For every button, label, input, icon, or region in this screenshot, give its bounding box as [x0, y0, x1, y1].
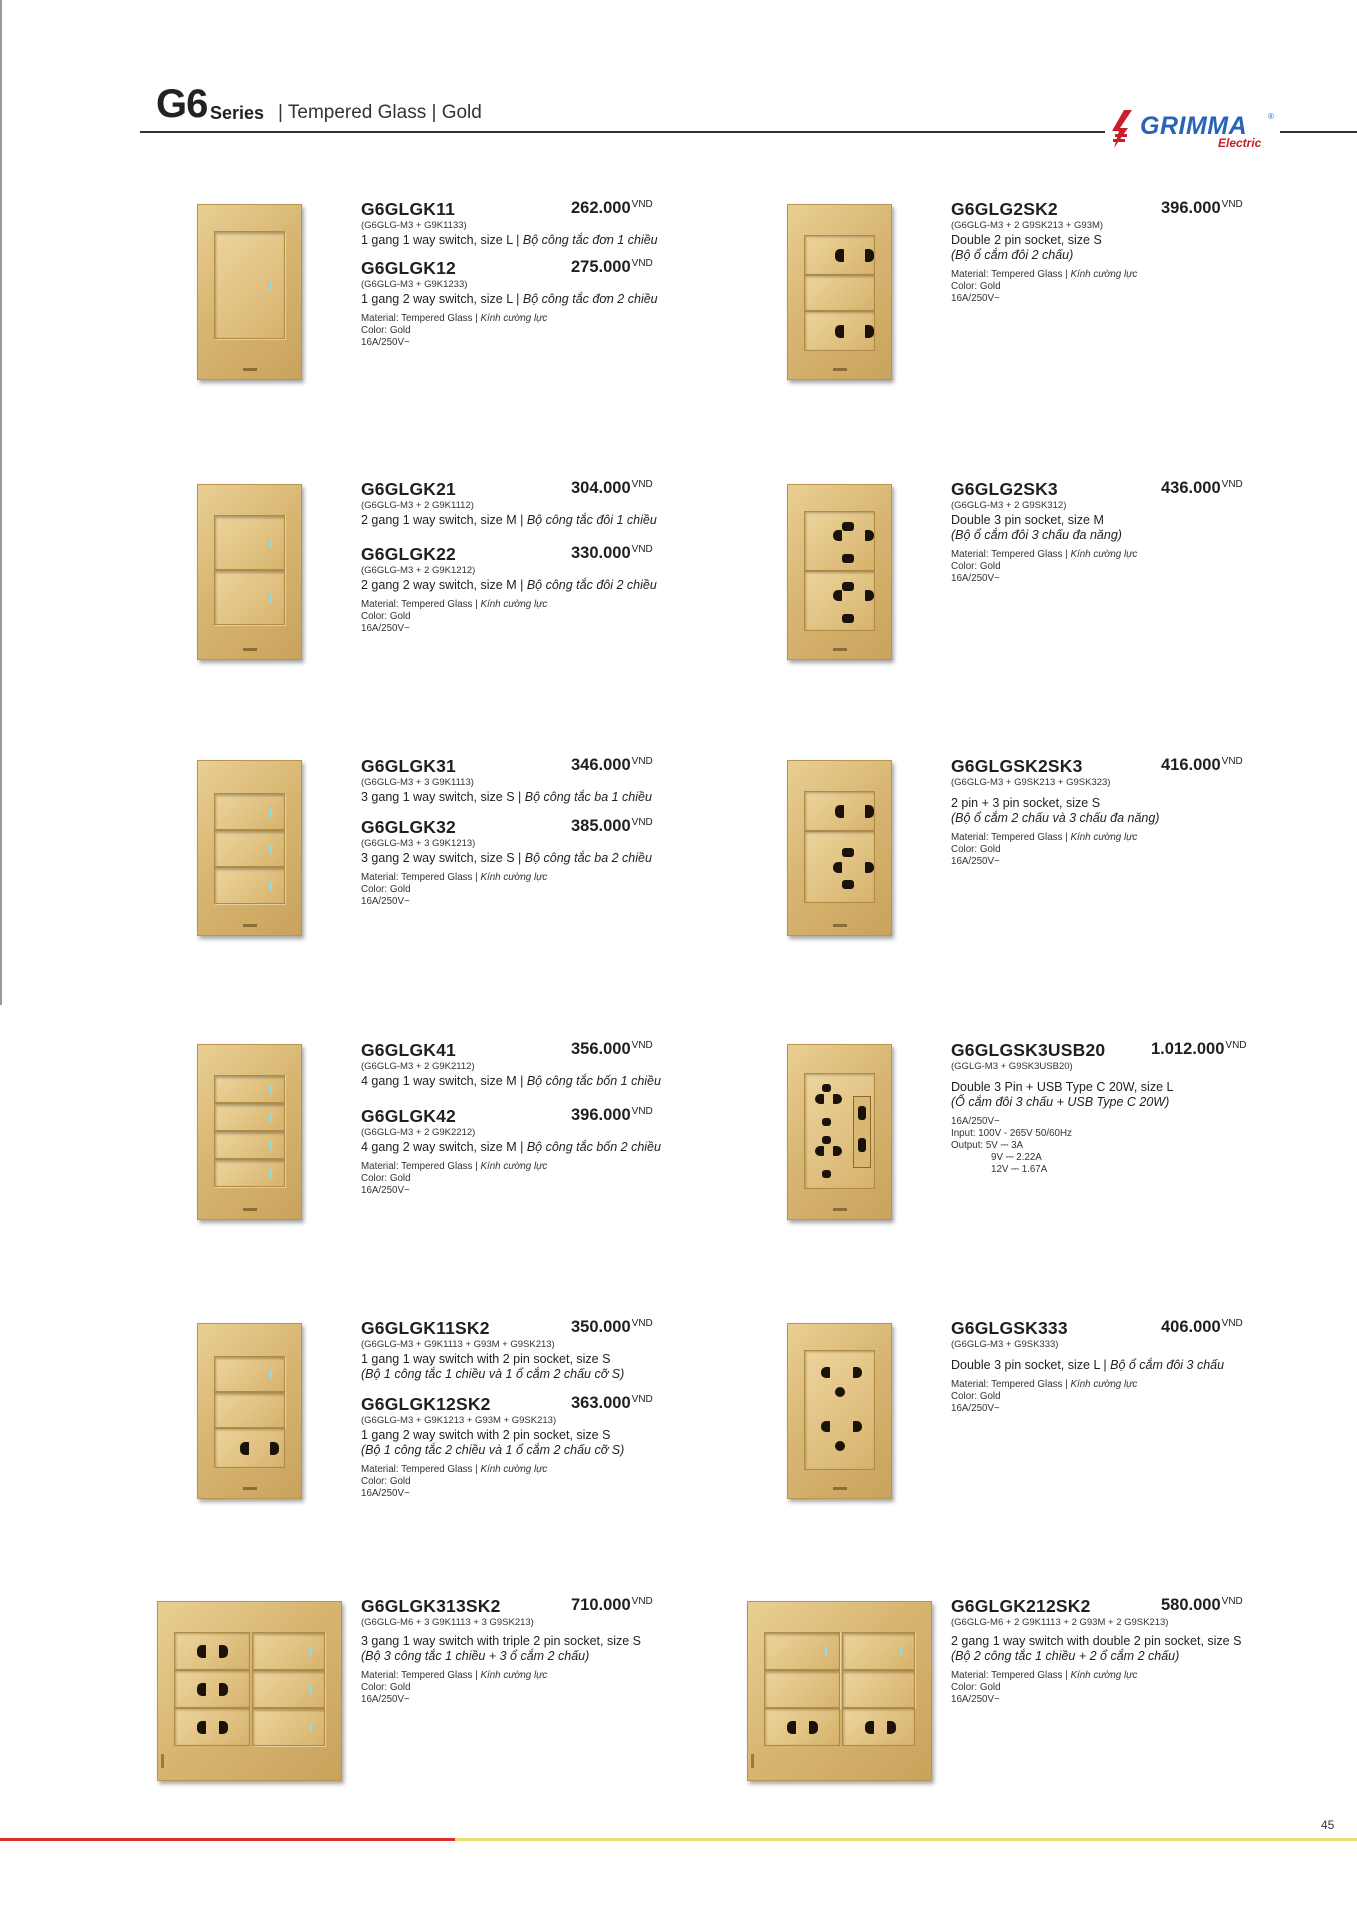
product-description: 1 gang 2 way switch, size L | Bộ công tắc đơn 2 chiều [361, 292, 658, 306]
brand-logo [1110, 110, 1280, 150]
header-divider-right [1280, 131, 1357, 133]
product-meta: Material: Tempered Glass | Kính cường lực Color: Gold 16A/250V~ [951, 1379, 1138, 1414]
product-price: $363.000^{VND}$ [571, 1394, 653, 1412]
grimma-logo-icon [1110, 110, 1138, 148]
brand-name: GRIMMA [1140, 112, 1248, 140]
product-components: (G6GLG-M6 + 3 G9K1113 + 3 G9SK213) [361, 1617, 534, 1628]
product-components: (G6GLG-M6 + 2 G9K1113 + 2 G93M + 2 G9SK213) [951, 1617, 1169, 1628]
product-block-r3-right [951, 756, 1281, 868]
product-code: G6GLGSK3USB20 [951, 1040, 1106, 1060]
product-price: $350.000^{VND}$ [571, 1318, 653, 1336]
brand-subtitle: Electric [1218, 136, 1262, 150]
product-components: (G6GLG-M3 + 2 G9K1112) [361, 500, 474, 511]
product-meta: Material: Tempered Glass | Kính cường lực Color: Gold 16A/250V~ [361, 1670, 548, 1705]
product-block-r1-left [361, 199, 691, 349]
product-meta: Material: Tempered Glass | Kính cường lực Color: Gold 16A/250V~ [361, 313, 548, 348]
product-price: $346.000^{VND}$ [571, 756, 653, 774]
product-price: $396.000^{VND}$ [571, 1106, 653, 1124]
product-block-r4-right [951, 1040, 1291, 1176]
product-block-r5-left [361, 1318, 691, 1500]
product-components: (G6GLG-M3 + 2 G9SK213 + G93M) [951, 220, 1104, 231]
product-code: G6GLGSK333 [951, 1318, 1068, 1338]
product-price: $396.000^{VND}$ [1161, 199, 1243, 217]
product-components: (G6GLG-M3 + G9K1113 + G93M + G9SK213) [361, 1339, 555, 1350]
series-description: | Tempered Glass | Gold [278, 102, 482, 123]
product-components: (G6GLG-M3 + 2 G9K1212) [361, 565, 476, 576]
series-title: G6 [156, 82, 208, 126]
product-code: G6GLGK41 [361, 1040, 456, 1060]
product-description: 2 gang 1 way switch, size M | Bộ công tắc đôi 1 chiều [361, 513, 657, 527]
product-meta: Material: Tempered Glass | Kính cường lực Color: Gold 16A/250V~ [361, 1464, 548, 1499]
product-components: (G6GLG-M3 + G9K1133) [361, 220, 467, 231]
product-code: G6GLGSK2SK3 [951, 756, 1083, 776]
product-price: $304.000^{VND}$ [571, 479, 653, 497]
product-code: G6GLGK31 [361, 756, 456, 776]
product-code: G6GLGK12 [361, 258, 456, 278]
product-price: $330.000^{VND}$ [571, 544, 653, 562]
product-components: (G6GLG-M3 + 3 G9K1213) [361, 838, 476, 849]
product-block-r3-left [361, 756, 691, 908]
product-components: (G6GLG-M3 + G9K1233) [361, 279, 468, 290]
product-description: Double 3 pin socket, size L | Bộ ổ cắm đôi 3 chấu [951, 1358, 1225, 1372]
product-block-r2-left [361, 479, 691, 635]
product-price: $262.000^{VND}$ [571, 199, 653, 217]
product-block-r5-right [951, 1318, 1291, 1415]
product-price: $580.000^{VND}$ [1161, 1596, 1243, 1614]
product-code: G6GLGK12SK2 [361, 1394, 491, 1414]
product-components: (GGLG-M3 + G9SK3USB20) [951, 1061, 1073, 1072]
product-price: $406.000^{VND}$ [1161, 1318, 1243, 1336]
product-code: G6GLG2SK2 [951, 199, 1058, 219]
series-label: Series [210, 103, 265, 123]
footer-rule-yellow [455, 1838, 1357, 1841]
product-code: G6GLGK212SK2 [951, 1596, 1091, 1616]
product-description: 4 gang 2 way switch, size M | Bộ công tắc bốn 2 chiều [361, 1140, 661, 1154]
product-meta: Material: Tempered Glass | Kính cường lực Color: Gold 16A/250V~ [951, 549, 1138, 584]
product-code: G6GLGK11 [361, 199, 455, 219]
product-code: G6GLGK42 [361, 1106, 456, 1126]
product-code: G6GLGK32 [361, 817, 456, 837]
registered-mark: ® [1268, 112, 1274, 121]
product-description: 4 gang 1 way switch, size M | Bộ công tắc bốn 1 chiều [361, 1074, 661, 1088]
product-components: (G6GLG-M3 + 2 G9SK312) [951, 500, 1067, 511]
product-components: (G6GLG-M3 + 2 G9K2112) [361, 1061, 475, 1072]
product-description: Double 2 pin socket, size S (Bộ ổ cắm đôi 2 chấu) [951, 233, 1102, 262]
product-meta: Material: Tempered Glass | Kính cường lực Color: Gold 16A/250V~ [951, 832, 1138, 867]
product-code: G6GLGK21 [361, 479, 456, 499]
product-block-r4-left [361, 1040, 691, 1197]
product-meta: Material: Tempered Glass | Kính cường lực Color: Gold 16A/250V~ [361, 1161, 548, 1196]
product-price: $710.000^{VND}$ [571, 1596, 653, 1614]
product-price: $416.000^{VND}$ [1161, 756, 1243, 774]
product-block-r6-left [361, 1596, 691, 1706]
product-price: $1.012.000^{VND}$ [1151, 1040, 1247, 1058]
product-code: G6GLGK11SK2 [361, 1318, 490, 1338]
product-description: 1 gang 1 way switch with 2 pin socket, size S (Bộ 1 công tắc 1 chiều và 1 ổ cắm 2 chấu cỡ S) [361, 1352, 625, 1381]
product-description: 3 gang 2 way switch, size S | Bộ công tắc ba 2 chiều [361, 851, 652, 865]
product-description: 2 pin + 3 pin socket, size S (Bộ ổ cắm 2 chấu và 3 chấu đa năng) [951, 796, 1160, 825]
product-meta: Material: Tempered Glass | Kính cường lực Color: Gold 16A/250V~ [951, 1670, 1138, 1705]
product-code: G6GLGK22 [361, 544, 456, 564]
product-meta: Material: Tempered Glass | Kính cường lực Color: Gold 16A/250V~ [361, 872, 548, 907]
product-components: (G6GLG-M3 + 3 G9K1113) [361, 777, 474, 788]
product-code: G6GLG2SK3 [951, 479, 1058, 499]
product-meta: Material: Tempered Glass | Kính cường lực Color: Gold 16A/250V~ [361, 599, 548, 634]
product-description: Double 3 Pin + USB Type C 20W, size L (Ổ cắm đôi 3 chấu + USB Type C 20W) [951, 1080, 1174, 1109]
product-components: (G6GLG-M3 + 2 G9K2212) [361, 1127, 476, 1138]
product-description: 1 gang 2 way switch with 2 pin socket, size S (Bộ 1 công tắc 2 chiều và 1 ổ cắm 2 chấu cỡ S) [361, 1428, 625, 1457]
product-price: $275.000^{VND}$ [571, 258, 653, 276]
product-components: (G6GLG-M3 + G9SK333) [951, 1339, 1059, 1350]
left-margin-rule [0, 0, 2, 1005]
header-divider [140, 131, 1105, 133]
product-block-r6-right [951, 1596, 1291, 1706]
product-price: $356.000^{VND}$ [571, 1040, 653, 1058]
page-header [140, 82, 1357, 150]
product-description: 2 gang 1 way switch with double 2 pin socket, size S (Bộ 2 công tắc 1 chiều + 2 ổ cắm 2 chấu) [951, 1634, 1242, 1663]
product-block-r2-right [951, 479, 1281, 585]
product-components: (G6GLG-M3 + G9K1213 + G93M + G9SK213) [361, 1415, 557, 1426]
product-description: 2 gang 2 way switch, size M | Bộ công tắc đôi 2 chiều [361, 578, 657, 592]
product-description: Double 3 pin socket, size M (Bộ ổ cắm đôi 3 chấu đa năng) [951, 513, 1122, 542]
page-number: 45 [1321, 1818, 1335, 1832]
product-meta: Material: Tempered Glass | Kính cường lực Color: Gold 16A/250V~ [951, 269, 1138, 304]
product-description: 3 gang 1 way switch with triple 2 pin socket, size S (Bộ 3 công tắc 1 chiều + 3 ổ cắm 2 chấu) [361, 1634, 641, 1663]
product-price: $385.000^{VND}$ [571, 817, 653, 835]
product-description: 1 gang 1 way switch, size L | Bộ công tắc đơn 1 chiều [361, 233, 658, 247]
footer-rule-red [0, 1838, 455, 1841]
product-code: G6GLGK313SK2 [361, 1596, 501, 1616]
product-specs: 16A/250V~ Input: 100V - 265V 50/60Hz Output: 5V ⎓ 3A 9V ⎓ 2.22A 12V ⎓ 1.67A [951, 1116, 1072, 1175]
product-description: 3 gang 1 way switch, size S | Bộ công tắc ba 1 chiều [361, 790, 652, 804]
product-price: $436.000^{VND}$ [1161, 479, 1243, 497]
product-block-r1-right [951, 199, 1281, 305]
product-components: (G6GLG-M3 + G9SK213 + G9SK323) [951, 777, 1111, 788]
